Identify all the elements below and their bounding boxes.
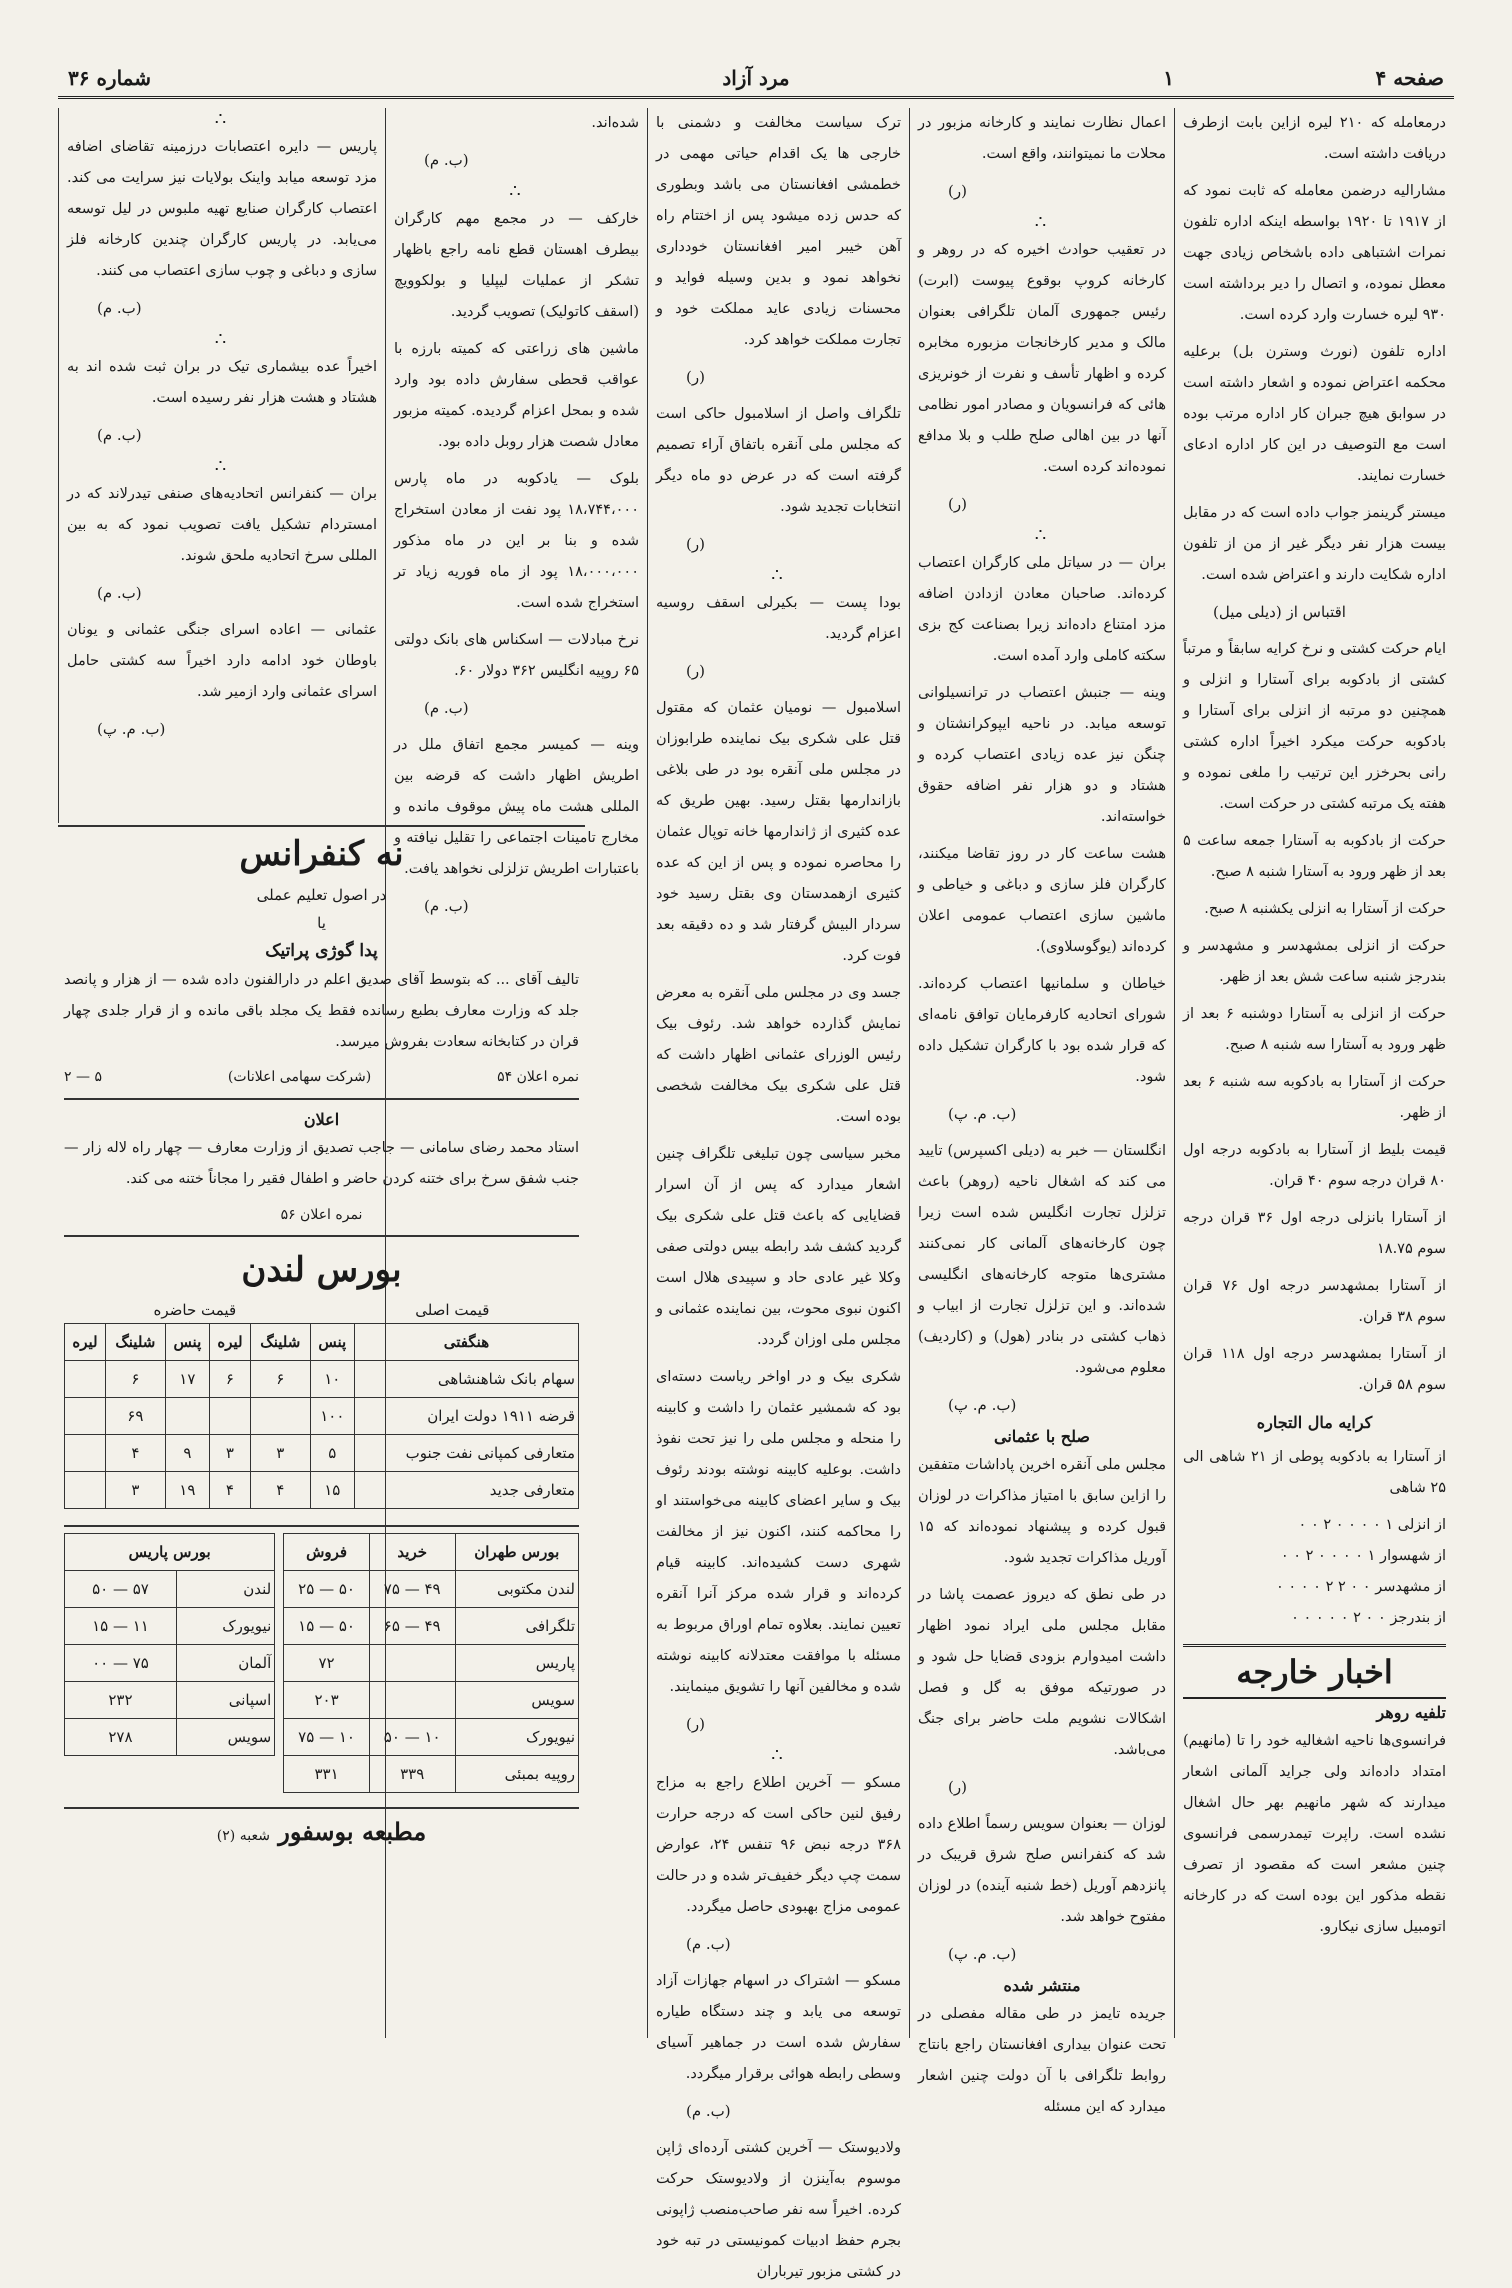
article: درمعامله که ۲۱۰ لیره ازاین بابت ازطرف دریافت داشته است. [1183,115,1446,162]
table-cell [369,1682,455,1719]
table-row [65,1608,275,1645]
table-cell: ۳ [209,1435,250,1472]
ad-title: نه کنفرانس [239,834,404,874]
article: بلوک — یادکوبه در ماه پارس ۱۸،۷۴۴،۰۰۰ پود نفت از معادن استخراج شده و بنا بر این در ماه مذکور ۱۸،۰۰۰،۰۰۰ پود از ماه فوریه زیاد تر استخراج شده است. [394,471,639,611]
column-3 [647,108,909,2280]
article: فرانسوی‌ها ناحیه اشغالیه خود را تا (مانهیم) امتداد داده‌اند ولی جراید آلمانی اشعار میدارند که شهر مانهیم بهر حال اشغال نشده است. راپرت تیمدرسمی فرانسوی چنین مشعر است که مقصود از تصرف نقطه مذکور این بوده است که در کارخانه اتومبیل سازی نیکارو. [1183,1733,1446,1935]
table-row [65,1682,275,1719]
article: وینه — کمیسر مجمع اتفاق ملل در اطریش اظهار داشت که قرضه بین المللی هشت ماه پیش موقوف مانده و مخارج تامینات اجتماعی را تقلیل نیافته و باعتبارات اطریش تزلزلی نخواهد یافت. [394,737,639,877]
ad-code: ۵ — ۲ [64,1069,102,1085]
source-tag: (ب. م) [686,2102,731,2120]
table-cell: ۳ [106,1472,166,1509]
ad-or: یا [317,914,326,932]
table-cell: ۴ [106,1435,166,1472]
column-header: پنس [310,1324,354,1361]
separator-dots: ∴ [1034,212,1050,233]
table-cell: لندن [176,1571,274,1608]
printer-branch: شعبه (۲) [216,1828,270,1844]
table-cell: ۲۷۸ [65,1719,177,1756]
column-2 [909,108,1174,2115]
table-cell: پاریس [455,1645,578,1682]
table-cell [65,1361,106,1398]
fare-line: از آستارا بمشهدسر درجه اول ۱۱۸ قران سوم ۵۸ قران. [1183,1346,1447,1393]
article: تلگراف واصل از اسلامبول حاکی است که مجلس ملی آنقره باتفاق آراء تصمیم گرفته است که در عرض دو ماه دیگر انتخابات تجدید شود. [656,406,901,515]
article: مسکو — اشتراک در اسهام جهازات آزاد توسعه می یابد و چند دستگاه طیاره سفارش شده است در جماهیر آسیای وسطی رابطه هوائی برقرار میگردد. [656,1973,901,2082]
table-row [65,1571,275,1608]
table-cell: اسپانی [176,1682,274,1719]
source-tag: (ب. م) [424,151,469,169]
table-cell: ۵۷ — ۵۰ [65,1571,177,1608]
article: انگلستان — خبر به (دیلی اکسپرس) تایید می کند که اشغال ناحیه (روهر) باعث تزلزل تجارت انگلیس شده است زیرا چون کارخانه‌های آلمانی کار نمی‌کنند مشتری‌ها متوجه کارخانه‌های انگلیسی شده‌اند. و این تزلزل تجارت از ابیاب و ذهاب کشتی در بنادر (هول) و (کاردیف) معلوم می‌شود. [918,1143,1166,1376]
table-cell: روپیه بمبئی [455,1756,578,1793]
source-tag: (ر) [948,495,967,513]
article: خیاطان و سلمانیها اعتصاب کرده‌اند. شورای اتحادیه کارفرمایان توافق نامه‌ای که قرار شده بود با کارگران تشکیل داده شود. [918,976,1166,1085]
table-cell: ۴ [250,1472,310,1509]
freight-heading: کرایه مال التجاره [1256,1413,1373,1432]
ad-number: نمره اعلان ۵۴ [497,1069,579,1085]
source-tag: (ب. م) [424,699,469,717]
london-bourse-table [64,1323,579,1509]
source-tag: (ب. م) [97,299,142,317]
source-tag: (ب. م. پ) [948,1105,1017,1123]
section-title: اخبار خارجه [1183,1644,1446,1699]
table-cell: ۷۲ [284,1645,370,1682]
article: میستر گرینمز جواب داده است که در مقابل بیست هزار نفر دیگر غیر از من از تلفون اداره شکایت دارند و اعتراض شده است. [1183,505,1446,583]
source-tag: (ب. م) [97,584,142,602]
source-tag: (ب. م) [97,426,142,444]
source-tag: (ر) [948,182,967,200]
table-cell: ۱۵ [310,1472,354,1509]
article: مخبر سیاسی چون تبلیغی تلگراف چنین اشعار میدارد که پس از آن اسرار قضایایی که باعث قتل علی شکری بیک گردید کشف شد رابطه بیس دولتی صفی وکلا غیر عادی حاد و سپیدی هلال است اکنون نبوی محوت، بین نماینده عثمانی و مجلس ملی اوزان گردد. [656,1146,901,1348]
separator-dots: ∴ [214,456,230,477]
table-cell: ۵ [310,1435,354,1472]
schedule-line: حرکت از انزلی بمشهدسر و مشهدسر و بندرجز شنبه ساعت شش بعد از ظهر. [1183,938,1446,985]
ad-body: تالیف آقای ... که بتوسط آقای صدیق اعلم در دارالفنون داده شده — از هزار و پانصد جلد که وزارت معارف بطبع رسانده فقط یک مجلد باقی مانده و از قرار جلدی چهار قران در کتابخانه سعادت بفروش میرسد. [64,972,579,1050]
subheading: صلح با عثمانی [994,1427,1090,1446]
table-cell: ۱۰ — ۷۵ [284,1719,370,1756]
source-tag: (ب. م) [424,897,469,915]
article: ماشین های زراعتی که کمیته بارزه با عواقب قحطی سفارش داده بود وارد شده و بمحل اعزام گردیده. کمیته مزبور معادل شصت هزار روبل داده بود. [394,341,639,450]
column-header: لیره [209,1324,250,1361]
article: مسکو — آخرین اطلاع راجع به مزاج رفیق لنین حاکی است که درجه حرارت ۳۶۸ درجه نبض ۹۶ تنفس ۲۴، عوارض سمت چپ دیگر خفیف‌تر شده و در حالت عمومی مزاج بهبودی حاصل میگردد. [656,1775,901,1915]
table-header-row [65,1324,579,1361]
table-cell: ۱۷ [165,1361,209,1398]
fare-line: از آستارا بمشهدسر درجه اول ۷۶ قران سوم ۳۸ قران. [1183,1278,1447,1325]
article: مجلس ملی آنقره اخرین پاداشات متفقین را ازاین سابق با امتیاز مذاکرات در لوزان قبول کرده و پیشنهاد نموده‌اند که ۱۵ آوریل مذاکرات تجدید شود. [918,1457,1166,1566]
bourse-title: بورس لندن [241,1250,402,1290]
column-header: شلینگ [250,1324,310,1361]
table-row [65,1645,275,1682]
article: جریده تایمز در طی مقاله مفصلی در تحت عنوان بیداری افغانستان راجع بانتاج روابط تلگرافی با آن دولت چنین اشعار میدارد که این مسئله [918,2006,1166,2115]
article: لوزان — بعنوان سویس رسماً اطلاع داده شد که کنفرانس صلح شرق قریبک در پانزدهم آوریل (خط شنبه آینده) در لوزان مفتوح خواهد شد. [918,1816,1166,1925]
article: وینه — جنبش اعتصاب در ترانسیلوانی توسعه میابد. در ناحیه ایپوکرانشتان و چنگن نیز عده زیادی اعتصاب کرده و هشتاد و دو هزار نفر اضافه حقوق خواسته‌اند. [918,685,1166,825]
ad-subtitle: در اصول تعلیم عملی [256,886,387,904]
article: اخیراً عده بیشماری تیک در بران ثبت شده اند به هشتاد و هشت هزار نفر رسیده است. [67,359,377,406]
ad-heading: اعلان [303,1110,340,1129]
book-ad [64,831,579,1090]
table-cell: ۶ [250,1361,310,1398]
source-tag: (ر) [686,662,705,680]
table-row [284,1719,579,1756]
article: اسلامبول — نومیان عثمان که مقتول قتل علی شکری بیک نماینده طرابوزان در مجلس ملی آنقره بود در طی بلاغی بازاندارمها بقتل رسید. بهین طریق که عده کثیری از ژاندارمها خانه توپال عثمان را محاصره نموده و پس از این که عده کثیری ازهمدستان وی بقتل رسید خود سردار البیش گرفتار شد و ده دقیقه بعد فوت کرد. [656,700,901,964]
paris-bourse-table [64,1533,275,1756]
rate-line: از بندرجز ۰ ۰ ۲ ۰ ۰ ۰ ۰ ۰ [1291,1610,1446,1626]
article: خارکف — در مجمع مهم کارگران بیطرف اهستان قطع نامه راجع باظهار تشکر از عملیات لیپلیا و بولکوویچ (اسقف کاتولیک) تصویب گردید. [394,211,639,320]
table-cell: لندن مکتوبی [455,1571,578,1608]
rate-line: از انزلی ۱ ۰ ۰ ۰ ۰ ۲ ۰ ۰ [1298,1517,1446,1533]
separator-dots: ∴ [214,109,230,130]
article: اداره تلفون (نورث وسترن بل) برعلیه محکمه اعتراض نموده و اشعار داشته است در سوابق هیچ جبران کار اداره مرتب بوده است مع التوصیف در این کار اداره ادعای خسارت نمایند. [1183,344,1446,484]
fare-line: از آستارا بانزلی درجه اول ۳۶ قران درجه سوم ۱۸.۷۵ [1183,1210,1446,1257]
subsection-title: تلفیه روهر [1376,1703,1446,1722]
table-row [65,1398,579,1435]
article: پاریس — دایره اعتصابات درزمینه تقاضای اضافه مزد توسعه میابد واینک بولایات نیز سرایت می کند. اعتصاب کارگران صنایع تهیه ملبوس در لیل توسعه می‌یابد. در پاریس کارگران چندین کارخانه فلز سازی و دباغی و چوب سازی اعتصاب می کنند. [67,139,377,279]
table-cell: ۴۹ — ۶۵ [369,1608,455,1645]
table-cell: سهام بانک شاهنشاهی [354,1361,578,1398]
fare-line: قیمت بلیط از آستارا به بادکوبه درجه اول ۸۰ قران درجه سوم ۴۰ قران. [1183,1142,1446,1189]
circumcision-ad [64,1098,579,1235]
table-cell: ۱۹ [165,1472,209,1509]
ad-subtitle-2: پدا گوژی پراتیک [265,941,378,961]
table-cell: ۶ [106,1361,166,1398]
article: بران — کنفرانس اتحادیه‌های صنفی تیدرلاند که در امستردام تشکیل یافت تصویب نمود که به بین المللی سرخ اتحادیه ملحق شوند. [67,486,377,564]
table-cell: ۱۰ [310,1361,354,1398]
table-cell: ۳۳۱ [284,1756,370,1793]
ad-number: نمره اعلان ۵۶ [280,1207,363,1223]
table-row [65,1361,579,1398]
article: در طی نطق که دیروز عصمت پاشا در مقابل مجلس ملی ایراد نمود اظهار داشت امیدوارم بزودی قضایا حل شود و در صورتیکه موفق به گل و فصل اشکالات نشویم ملت حاضر برای جنگ می‌باشد. [918,1587,1166,1758]
source-tag: (ر) [948,1778,967,1796]
separator-dots: ∴ [509,181,524,202]
table-cell: ۲۳۲ [65,1682,177,1719]
source-tag: (ر) [686,1715,705,1733]
table-cell: ۴ [209,1472,250,1509]
schedule-line: حرکت از آستارا به انزلی یکشنبه ۸ صبح. [1204,901,1446,917]
issue-number: شماره ۳۶ [68,66,151,90]
article: شده‌اند. [591,115,639,131]
article: مشارالیه درضمن معامله که ثابت نمود که از ۱۹۱۷ تا ۱۹۲۰ بواسطه اینکه اداره تلفون نمرات اشتباهی داده باشخاص زیادی جهت معطل نموده، و اتصال را دیر برداشته است ۹۳۰ لیره خسارت وارد کرده است. [1183,183,1447,323]
table-cell: ۹ [165,1435,209,1472]
source-tag: (ب. م) [686,1935,731,1953]
table-cell: ۴۹ — ۷۵ [369,1571,455,1608]
article: ایام حرکت کشتی و نرخ کرایه سابقاً و مرتباً کشتی از بادکوبه برای آستارا و انزلی و همچنین دو مرتبه از انزلی برای آستارا و بادکوبه حرکت میکرد اخیراً اداره کشتی رانی بحرخزر این ترتیب را ملغی نموده و هفته یک مرتبه کشتی در حرکت است. [1183,641,1446,812]
exchange-tables [64,1525,579,1793]
article: اعمال نظارت نمایند و کارخانه مزبور در محلات ما نمیتوانند، واقع است. [918,115,1166,162]
printer-imprint [64,1807,579,1846]
schedule-line: حرکت از انزلی به آستارا دوشنبه ۶ بعد از ظهر ورود به آستارا سه شنبه ۸ صبح. [1183,1006,1446,1053]
page-mark: ۱ [1163,66,1174,90]
table-cell: ۷۵ — ۰۰ [65,1645,177,1682]
table-cell: آلمان [176,1645,274,1682]
rate-line: از مشهدسر ۰ ۰ ۲ ۲ ۰ ۰ ۰ ۰ [1275,1579,1446,1595]
table-cell: ۳۳۹ [369,1756,455,1793]
table-cell: ۱۰۰ [310,1398,354,1435]
article: هشت ساعت کار در روز تقاضا میکنند، کارگران فلز سازی و دباغی و خیاطی و ماشین سازی اعتصاب عمومی اعلان کرده‌اند (یوگوسلاوی). [918,846,1166,955]
table-cell [209,1398,250,1435]
ad-body: استاد محمد رضای سامانی — جاجب تصدیق از وزارت معارف — چهار راه لاله زار — جنب شفق سرخ برای ختنه کردن حاضر و اطفال فقیر را مجاناً ختنه می کند. [64,1140,579,1187]
table-cell: ۱۰ — ۵۰ [369,1719,455,1756]
rate-line: از شهسوار ۱ ۰ ۰ ۰ ۰ ۲ ۰ ۰ [1280,1548,1446,1564]
table-cell: سویس [455,1682,578,1719]
separator-dots: ∴ [771,1745,786,1766]
ads-and-bourse [58,825,585,2038]
table-cell [165,1398,209,1435]
source-tag: (ب. م. پ) [97,720,166,738]
table-cell: ۲۰۳ [284,1682,370,1719]
column-header: لیره [65,1324,106,1361]
table-row [65,1472,579,1509]
paris-bourse [64,1533,275,1793]
table-cell: تلگرافی [455,1608,578,1645]
table-cell [65,1472,106,1509]
table-row [284,1756,579,1793]
table-row [65,1435,579,1472]
source-tag: (ر) [686,368,705,386]
table-cell [65,1435,106,1472]
table-header-row [284,1534,579,1571]
table-cell: ۳ [250,1435,310,1472]
page-number: صفحه ۴ [1375,66,1444,90]
base-price-label: قیمت اصلی [415,1301,490,1319]
article: عثمانی — اعاده اسرای جنگی عثمانی و یونان باوطان خود ادامه دارد اخیراً سه کشتی حامل اسرای عثمانی وارد ازمیر شد. [67,622,377,700]
table-cell [65,1398,106,1435]
source-tag: (ر) [686,535,705,553]
table-cell: نیویورک [176,1608,274,1645]
article: ترک سیاست مخالفت و دشمنی با خارجی ها یک اقدام حیاتی مهمی در خطمشی افغانستان می باشد وبطوری که حدس زده میشود پس از اختتام راه آهن خیبر امیر افغانستان خودداری نخواهد نمود و بدین وسیله فواید و محسنات زیادی عاید مملکت خود و تجارت مملکت خواهد کرد. [656,115,901,348]
table-row [284,1682,579,1719]
table-row [65,1719,275,1756]
column-5 [58,108,385,823]
table-cell: ۶ [209,1361,250,1398]
source-tag: (ب. م. پ) [948,1396,1017,1414]
tehran-bourse-table [283,1533,579,1793]
table-row [284,1645,579,1682]
column-header: بورس پاریس [65,1534,275,1571]
column-header: شلینگ [106,1324,166,1361]
table-cell: ۱۱ — ۱۵ [65,1608,177,1645]
article: ولادیوستک — آخرین کشتی آرده‌ای ژاپن موسوم به‌آینزن از ولادیوستک حرکت کرده. اخیراً سه نفر صاحب‌منصب ژاپونی بجرم حفظ ادبیات کمونیستی در تبه خود در کشتی مزبور تیرباران [656,2140,901,2280]
subheading: منتشر شده [1003,1976,1081,1995]
table-cell: قرضه ۱۹۱۱ دولت ایران [354,1398,578,1435]
table-cell [250,1398,310,1435]
newspaper-name: مرد آزاد [722,66,790,90]
separator-dots: ∴ [771,565,786,586]
table-cell: ۶۹ [106,1398,166,1435]
ad-footer [64,1064,579,1090]
article: بودا پست — بکیرلی اسقف روسیه اعزام گردید. [656,595,901,642]
column-header: بورس طهران [455,1534,578,1571]
table-cell: ۵۰ — ۱۵ [284,1608,370,1645]
article: نرخ مبادلات — اسکناس های بانک دولتی ۶۵ روپیه انگلیس ۳۶۲ دولار ۶۰. [394,632,639,679]
separator-dots: ∴ [1034,525,1050,546]
column-header: فروش [284,1534,370,1571]
current-price-label: قیمت حاضره [153,1301,237,1319]
column-header: پنس [165,1324,209,1361]
freight-line: از آستارا به بادکوبه پوطی از ۲۱ شاهی الی ۲۵ شاهی [1183,1449,1446,1496]
column-1 [1174,108,1454,2038]
masthead [58,62,1454,99]
table-row [284,1571,579,1608]
table-row [284,1608,579,1645]
printer-name: مطبعه بوسفور [278,1817,427,1846]
table-cell: متعارفی کمپانی نفت جنوب [354,1435,578,1472]
table-header-row [65,1534,275,1571]
source-line: اقتباس از (دیلی میل) [1213,603,1346,621]
article: شکری بیک و در اواخر ریاست دسته‌ای بود که شمشیر عثمان را داشت و کابینه را منحله و مجلس ملی را نیز تحت نفوذ داشت. بوعلیه کابینه نوشته بودند رئوف بیک و سایر اعضای کابینه می‌خواستند او را محاکمه کنند، اکنون نیز از مخالفت شهری دست کشیده‌اند. کابینه قیام کرده‌اند و قرار شده مرکز آنرا آنقره تعیین نمایند. بعلاوه تمام اوراق مربوط به مسئله با موافقت معتدلانه کابینه نوشته شده و مخالفین آنها را تشویق مینمایند. [656,1369,901,1695]
schedule-line: حرکت از بادکوبه به آستارا جمعه ساعت ۵ بعد از ظهر ورود به آستارا شنبه ۸ صبح. [1183,833,1446,880]
table-cell: ۵۰ — ۲۵ [284,1571,370,1608]
table-cell: متعارفی جدید [354,1472,578,1509]
table-cell: نیویورک [455,1719,578,1756]
separator-dots: ∴ [214,329,230,350]
source-tag: (ب. م. پ) [948,1945,1017,1963]
column-header: هنگفتی [354,1324,578,1361]
bourse-subheaders [64,1297,579,1323]
article: بران — در سیاتل ملی کارگران اعتصاب کرده‌اند. صاحبان معادن ازدادن اضافه مزد امتناع داده‌اند زیرا بصناعت کج بزی سکته کاملی وارد آمده است. [918,555,1166,664]
ad-company: (شرکت سهامی اعلانات) [227,1069,372,1085]
table-cell [369,1645,455,1682]
article: جسد وی در مجلس ملی آنقره به معرض نمایش گذارده خواهد شد. رئوف بیک رئیس الوزرای عثمانی اظهار داشت که قتل علی شکری بیک مخالفت شخصی بوده است. [656,985,901,1125]
column-header: خرید [369,1534,455,1571]
schedule-line: حرکت از آستارا به بادکوبه سه شنبه ۶ بعد از ظهر. [1183,1074,1446,1121]
london-bourse [64,1235,579,1515]
table-cell: سویس [176,1719,274,1756]
tehran-bourse [283,1533,579,1793]
article: در تعقیب حوادث اخیره که در روهر و کارخانه کروپ بوقوع پیوست (ابرت) رئیس جمهوری آلمان تلگرافی بعنوان مالک و مدیر کارخانجات مزبوره مخابره کرده و اظهار تأسف و نفرت از خونریزی هائی که فرانسویان و مصادر امور نظامی آنها در بین اهالی صلح طلب و بلا مدافع نموده‌اند کرده است. [918,242,1166,475]
